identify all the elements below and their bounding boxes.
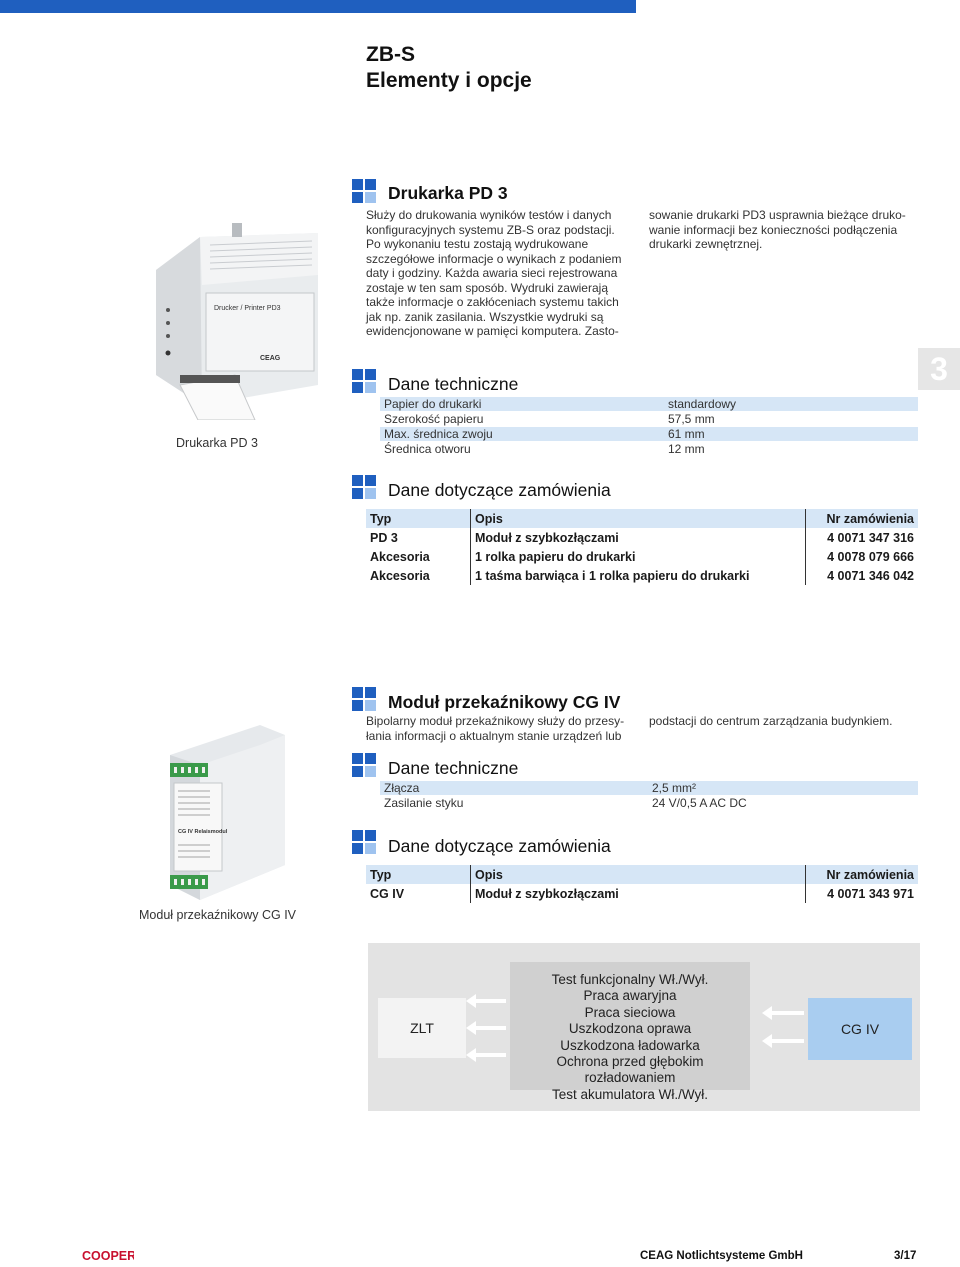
signals-box xyxy=(510,962,750,1102)
signal-item: Test akumulatora Wł./Wył. xyxy=(552,1086,708,1102)
cg4-order-heading: Dane dotyczące zamówienia xyxy=(388,836,611,856)
top-accent-bar xyxy=(0,0,636,13)
title-line-1: ZB-S xyxy=(366,43,415,66)
page-title xyxy=(366,42,532,94)
zlt-box: ZLT xyxy=(378,998,466,1058)
section-marker-icon xyxy=(352,753,377,778)
signal-item: Ochrona przed głębokim rozładowaniem xyxy=(556,1054,704,1086)
cg4-order-table xyxy=(366,865,918,903)
table-row: CG IV Moduł z szybkozłączami 4 0071 343 971 xyxy=(366,884,918,903)
cg4-tech-heading: Dane techniczne xyxy=(388,758,519,778)
signal-item: Test funkcjonalny Wł./Wył. xyxy=(551,972,709,987)
signal-item: Uszkodzona oprawa xyxy=(568,1021,692,1037)
printer-label: Drucker / Printer PD3 xyxy=(214,305,281,312)
section-marker-icon xyxy=(352,830,377,855)
footer-company: CEAG Notlichtsysteme GmbH xyxy=(640,1250,803,1262)
table-row: PD 3 Moduł z szybkozłączami 4 0071 347 316 xyxy=(366,528,918,547)
pd3-heading: Drukarka PD 3 xyxy=(388,183,508,203)
pd3-caption: Drukarka PD 3 xyxy=(176,436,258,450)
cg4-heading: Moduł przekaźnikowy CG IV xyxy=(388,692,621,712)
section-marker-icon xyxy=(352,687,377,712)
section-marker-icon xyxy=(352,369,377,394)
printer-pd3-photo xyxy=(140,215,320,420)
section-marker-icon xyxy=(352,179,377,204)
cg4-description-col2: podstacji do centrum zarządzania budynkiem. xyxy=(649,714,893,728)
printer-brand: CEAG xyxy=(260,355,281,362)
table-row: Akcesoria 1 rolka papieru do drukarki 4 0078 079 666 xyxy=(366,547,918,566)
pd3-tech-heading: Dane techniczne xyxy=(388,374,519,394)
relay-label: CG IV Relaismodul xyxy=(178,829,228,835)
pd3-order-heading: Dane dotyczące zamówienia xyxy=(388,480,611,500)
spec-row: Średnica otworu 12 mm xyxy=(384,442,705,456)
spec-row: Szerokość papieru 57,5 mm xyxy=(384,412,715,426)
spec-row: Zasilanie styku 24 V/0,5 A AC DC xyxy=(384,796,747,810)
pd3-description-col1: Służy do drukowania wyników testów i danych konfiguracyjnych systemu ZB-S oraz podstacji. Po wykonaniu testu zostają wydrukowane szczegółowe informacje o wynikach z podaniem daty i godziny. Każda awaria sieci rejestrowana zostaje w ten sam sposób. Wydruki zawierają także informacje o zakłóceniach systemu takich jak np. zanik zasilania. Wszystkie wydruki są ewidencjonowane w pamięci komputera. Zasto- xyxy=(366,208,622,338)
spec-row: Papier do drukarki standardowy xyxy=(380,397,918,411)
right-arrows xyxy=(760,993,808,1063)
left-arrows xyxy=(466,983,510,1073)
signal-item: Praca sieciowa xyxy=(584,1004,676,1020)
cg4-caption: Moduł przekaźnikowy CG IV xyxy=(139,908,297,922)
cg4-description-col1: Bipolarny moduł przekaźnikowy służy do przesy- łania informacji o aktualnym stanie urządzeń lub xyxy=(366,714,625,743)
relay-module-cg4-photo xyxy=(160,715,290,905)
signal-item: Uszkodzona ładowarka xyxy=(560,1037,700,1053)
section-marker-icon xyxy=(352,475,377,500)
pd3-order-table xyxy=(366,509,918,585)
svg-text:COOPER: COOPER xyxy=(82,1249,134,1262)
table-row: Akcesoria 1 taśma barwiąca i 1 rolka papieru do drukarki 4 0071 346 042 xyxy=(366,566,918,585)
signal-item: Praca awaryjna xyxy=(583,988,677,1004)
cg4-box: CG IV xyxy=(808,998,912,1060)
table-header-row: Typ Opis Nr zamówienia xyxy=(366,865,918,884)
pd3-description-col2: sowanie drukarki PD3 usprawnia bieżące druko- wanie informacji bez konieczności podłączenia drukarki zewnętrznej. xyxy=(649,208,906,251)
table-header-row: Typ Opis Nr zamówienia xyxy=(366,509,918,528)
signal-diagram xyxy=(368,943,920,1111)
chapter-number: 3 xyxy=(930,351,948,387)
cooper-logo xyxy=(82,1248,134,1262)
spec-row: Złącza 2,5 mm² xyxy=(380,781,918,795)
page-number: 3/17 xyxy=(894,1250,917,1262)
title-line-2: Elementy i opcje xyxy=(366,69,532,92)
spec-row: Max. średnica zwoju 61 mm xyxy=(380,427,918,441)
